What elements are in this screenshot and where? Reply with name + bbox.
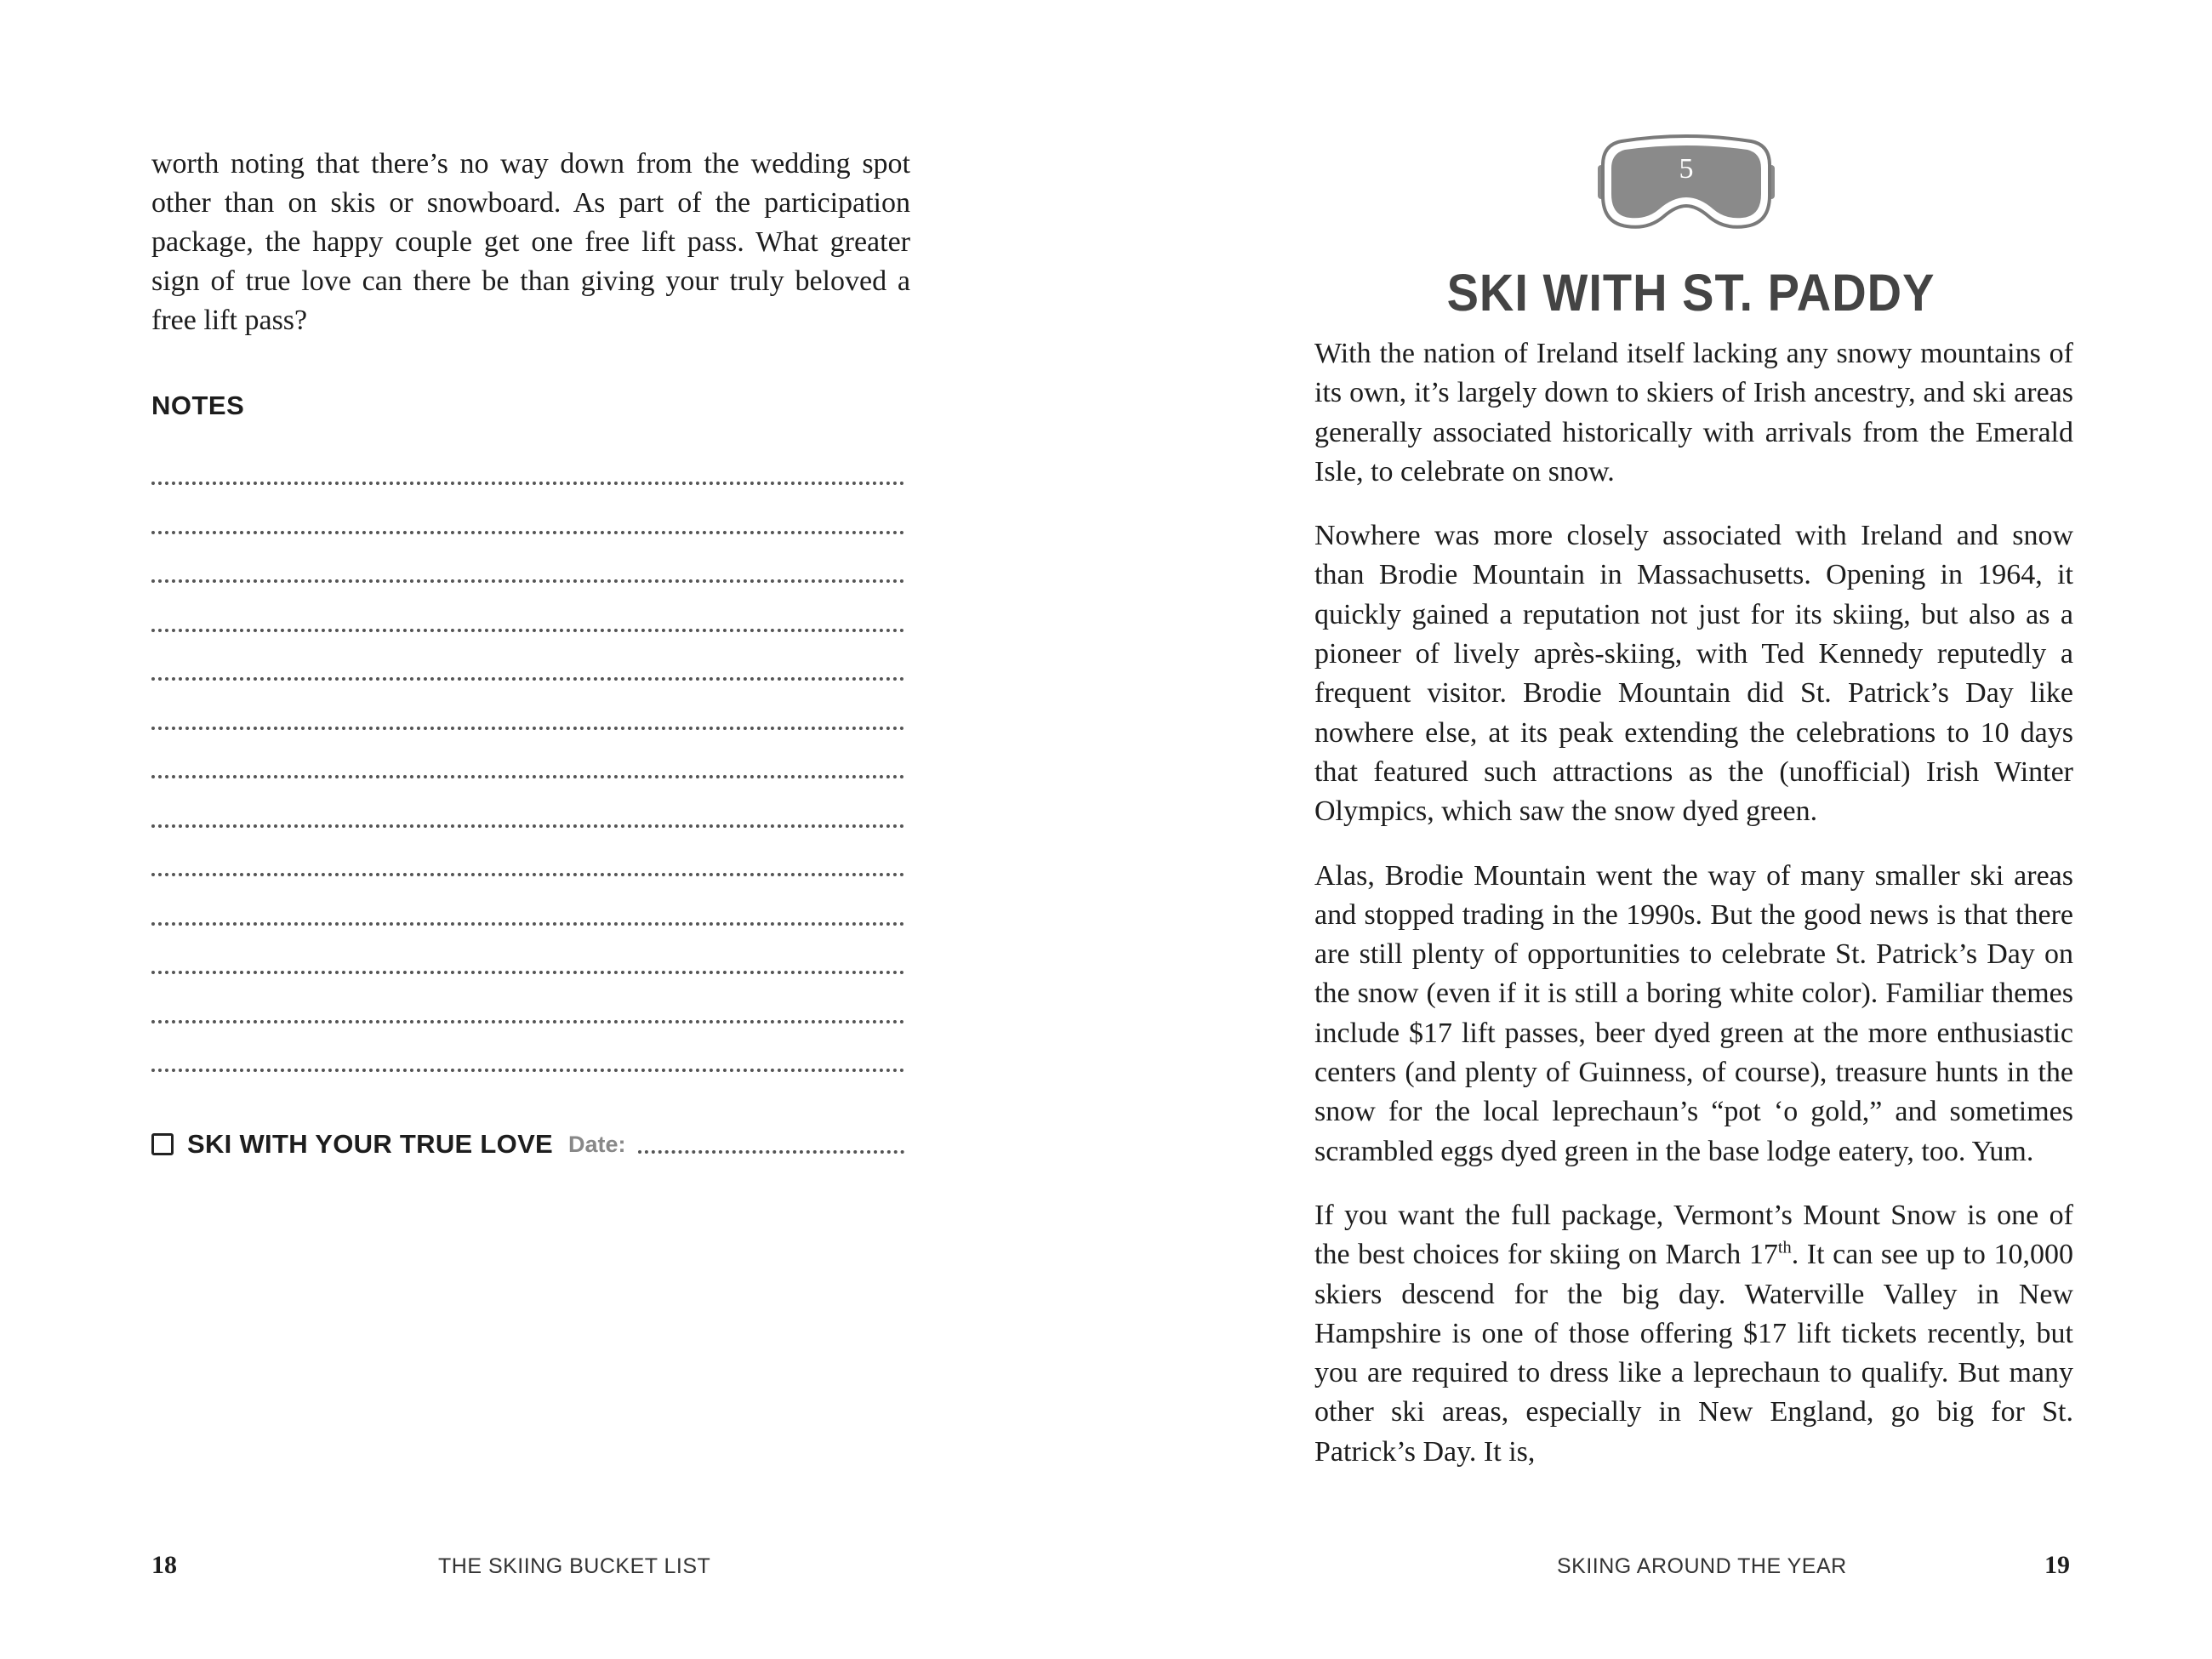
body-paragraph: With the nation of Ireland itself lacking any snowy mountains of its own, it’s largely down to skiers of Irish ancestry, and ski areas generally associated historically with arrivals from the Emerald Isle, to celebrate on snow. xyxy=(1314,338,2073,487)
notes-lines[interactable] xyxy=(151,451,904,1072)
chapter-title: SKI WITH ST. PADDY xyxy=(1446,263,1936,322)
right-page xyxy=(1106,0,2212,1659)
checklist-item xyxy=(151,1123,904,1166)
page-number-left: 18 xyxy=(151,1551,177,1579)
date-field[interactable] xyxy=(638,1147,904,1154)
note-line[interactable] xyxy=(151,681,904,730)
page-number-right: 19 xyxy=(2044,1551,2070,1579)
right-body-text xyxy=(1314,334,2073,1497)
note-line[interactable] xyxy=(151,828,904,877)
date-label: Date: xyxy=(568,1131,626,1157)
paragraph-part: If you want the full package, Vermont’s Mount Snow is one of the best choices for skiing on March 17 xyxy=(1314,1199,2073,1271)
checkbox-icon[interactable] xyxy=(151,1133,174,1155)
note-line[interactable] xyxy=(151,485,904,534)
note-line[interactable] xyxy=(151,974,904,1023)
body-paragraph-last xyxy=(1314,1196,2073,1472)
note-line[interactable] xyxy=(151,583,904,632)
running-head-right: SKIING AROUND THE YEAR xyxy=(1557,1554,1847,1578)
note-line[interactable] xyxy=(151,778,904,828)
note-line[interactable] xyxy=(151,876,904,926)
note-line[interactable] xyxy=(151,534,904,584)
note-line[interactable] xyxy=(151,632,904,681)
left-paragraph: worth noting that there’s no way down from the wedding spot other than on skis or snowboard. As part of the participation package, the happy couple get one free lift pass. What greater sign of true love can there be than giving your truly beloved a free lift pass? xyxy=(151,148,910,336)
body-paragraph: Nowhere was more closely associated with Ireland and snow than Brodie Mountain in Massachusetts. Opening in 1964, it quickly gained a reputation not just for its skiing, but also as a pioneer of lively après-skiing, with Ted Kennedy reputedly a frequent visitor. Brodie Mountain did St. Patrick’s Day like nowhere else, at its peak extending the celebrations to 10 days that featured such attractions as the (unofficial) Irish Winter Olympics, which saw the snow dyed green. xyxy=(1314,520,2073,828)
notes-heading: NOTES xyxy=(151,391,245,420)
paragraph-part: . It can see up to 10,000 skiers descend for the big day. Waterville Valley in New Hampshire is one of those offering $17 lift tickets recently, but you are required to dress like a leprechaun to qualify. But many other ski areas, especially in New England, go big for St. Patrick’s Day. It is, xyxy=(1314,1239,2073,1468)
note-line[interactable] xyxy=(151,730,904,779)
running-head-left: THE SKIING BUCKET LIST xyxy=(438,1554,711,1578)
body-paragraph: Alas, Brodie Mountain went the way of many smaller ski areas and stopped trading in the 1990s. But the good news is that there are still plenty of opportunities to celebrate St. Patrick’s Day on the snow (even if it is still a boring white color). Familiar themes include $17 lift passes, beer dyed green at the more enthusiastic centers (and plenty of Guinness, of course), treasure hunts in the snow for the local leprechaun’s “pot ‘o gold,” and sometimes scrambled eggs dyed green in the base lodge eatery, too. Yum. xyxy=(1314,859,2073,1167)
checklist-label: SKI WITH YOUR TRUE LOVE xyxy=(187,1129,554,1159)
ordinal-superscript: th xyxy=(1777,1238,1792,1257)
note-line[interactable] xyxy=(151,451,904,485)
note-line[interactable] xyxy=(151,926,904,975)
chapter-number: 5 xyxy=(1679,153,1694,185)
note-line[interactable] xyxy=(151,1023,904,1073)
